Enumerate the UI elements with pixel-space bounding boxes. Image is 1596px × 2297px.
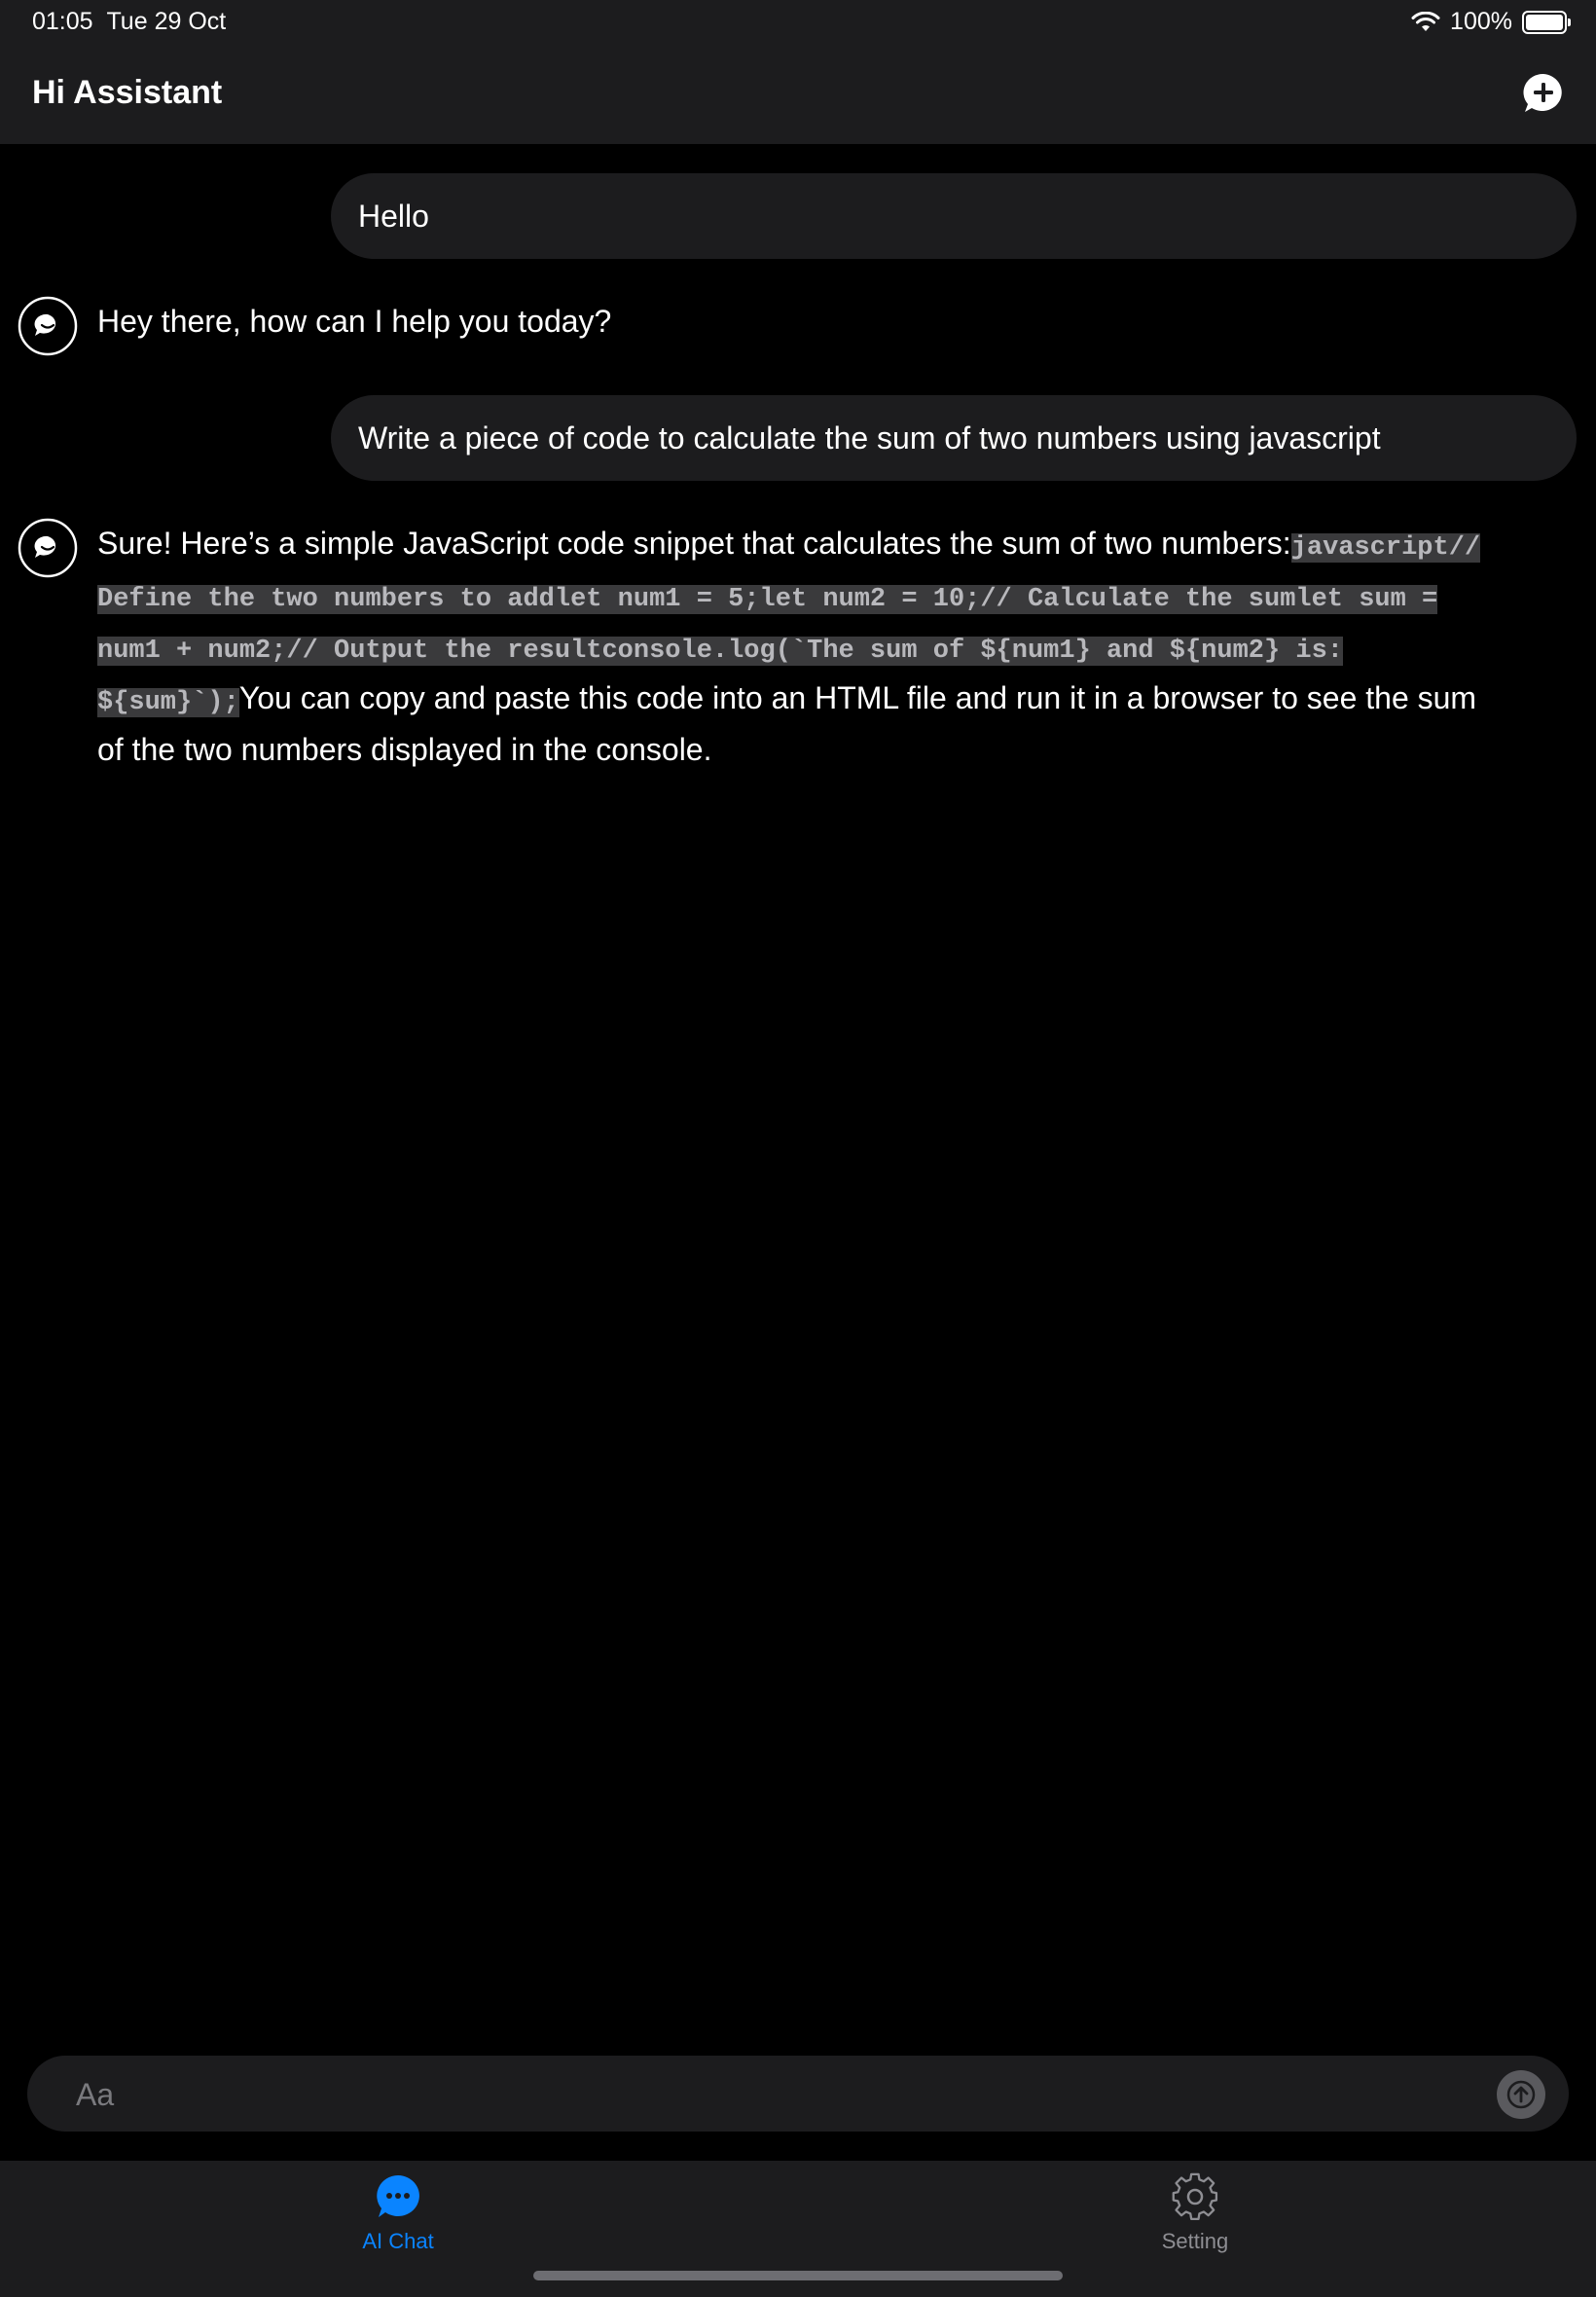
assistant-message-text xyxy=(97,520,1508,773)
code-snippet: javascript// Define the two numbers to addlet num1 = 5;let num2 = 10;// Calculate the sumlet sum = num1 + num2;// Output the resultconsole.log(`The sum of ${num1} and ${num2} is: ${sum}`); xyxy=(97,533,1481,717)
page-title: Hi Assistant xyxy=(32,74,223,111)
tab-ai-chat-label: AI Chat xyxy=(362,2229,434,2253)
message-input[interactable] xyxy=(74,2056,1479,2133)
status-indicators xyxy=(1411,8,1567,36)
message-composer xyxy=(27,2056,1569,2132)
wifi-icon xyxy=(1411,12,1440,33)
assistant-text-intro: Sure! Here’s a simple JavaScript code snippet that calculates the sum of two numbers: xyxy=(97,526,1291,561)
battery-level xyxy=(1526,15,1563,30)
status-date: Tue 29 Oct xyxy=(106,8,227,35)
tab-setting[interactable] xyxy=(1049,2172,1341,2279)
home-indicator[interactable] xyxy=(533,2271,1063,2280)
chat-bubble-icon xyxy=(374,2172,422,2221)
tab-setting-label: Setting xyxy=(1161,2229,1229,2253)
assistant-message-text: Hey there, how can I help you today? xyxy=(97,304,612,339)
battery-percent: 100% xyxy=(1450,8,1512,35)
user-message xyxy=(331,395,1577,481)
send-button[interactable] xyxy=(1497,2070,1545,2119)
user-message xyxy=(331,173,1577,259)
status-time-date xyxy=(32,8,226,36)
user-message-text: Hello xyxy=(358,198,429,234)
arrow-up-icon xyxy=(1506,2080,1536,2109)
user-message-text: Write a piece of code to calculate the sum of two numbers using javascript xyxy=(358,419,1381,456)
assistant-avatar-icon xyxy=(18,518,78,578)
chat-thread[interactable] xyxy=(0,144,1596,2052)
new-chat-button[interactable] xyxy=(1522,72,1565,115)
nav-bar xyxy=(0,47,1596,144)
battery-icon xyxy=(1522,11,1567,34)
tab-ai-chat[interactable] xyxy=(252,2172,544,2279)
status-bar xyxy=(0,0,1596,47)
assistant-avatar-icon xyxy=(18,296,78,356)
assistant-text-outro: You can copy and paste this code into an HTML file and run it in a browser to see the sum of the two numbers displayed in the console. xyxy=(97,680,1477,767)
gear-icon xyxy=(1171,2172,1219,2221)
new-chat-icon xyxy=(1522,72,1565,115)
status-time: 01:05 xyxy=(32,8,93,35)
